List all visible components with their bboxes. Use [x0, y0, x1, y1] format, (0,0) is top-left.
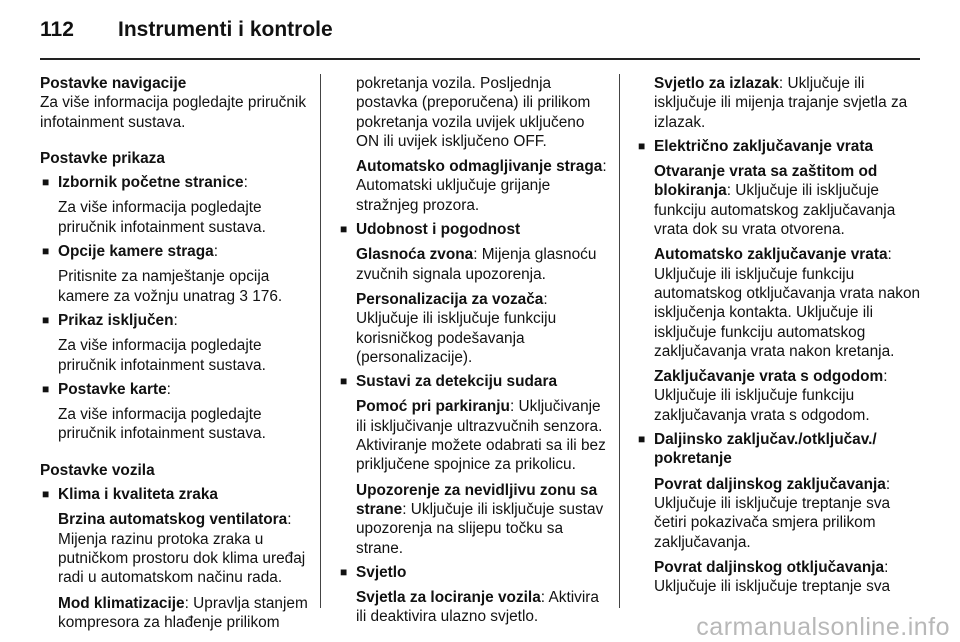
paragraph: Upozorenje za nevidljivu zonu sa strane: Uključuje ili isključuje sustav upozorenja na slijepu točku sa strane. [356, 481, 604, 557]
list-item: ■ Klima i kvaliteta zraka [40, 485, 308, 504]
paragraph: pokretanja vozila. Posljednja postavka (preporučena) ili prilikom pokretanja vozila uvijek uključeno ON ili uvijek isključeno OFF. [356, 75, 591, 150]
page-header [40, 18, 920, 48]
paragraph: Glasnoća zvona: Mijenja glasnoću zvučnih signala upozorenja. [356, 246, 597, 283]
list-item: ■ Prikaz isključen: [40, 311, 308, 330]
list-item: ■ Svjetlo [338, 563, 608, 582]
paragraph: Personalizacija za vozača: Uključuje ili isključuje funkciju korisničkog podešavanja (personalizacije). [356, 290, 557, 366]
list-item: ■ Izbornik početne stranice: [40, 173, 308, 192]
column-1 [40, 74, 308, 632]
paragraph: Zaključavanje vrata s odgodom: Uključuje ili isključuje funkciju zaključavanja vrata s odgodom. [654, 368, 888, 424]
page-number: 112 [40, 18, 74, 41]
section-heading: Postavke navigacije [40, 75, 187, 92]
paragraph: Pomoć pri parkiranju: Uključivanje ili isključivanje ultrazvučnih senzora. Aktiviranje možete odabrati sa ili bez priključene spojnice za prikolicu. [356, 398, 606, 474]
paragraph: Automatsko zaključavanje vrata: Uključuje ili isključuje funkciju automatskog otključavanja vrata nakon isključenja kontakta. Uključuje ili isključuje funkciju automatskog zaključavanja vrata nakon kretanja. [654, 246, 921, 360]
paragraph: Otvaranje vrata sa zaštitom od blokiranja: Uključuje ili isključuje funkciju automatskog zaključavanja vrata dok su vrata otvorena. [654, 163, 896, 239]
list-item: ■ Sustavi za detekciju sudara [338, 372, 608, 391]
paragraph: Brzina automatskog ventilatora: Mijenja razinu protoka zraka u putničkom prostoru dok klima uređaj radi u automatskom načinu rada. [58, 511, 306, 587]
list-item: ■ Postavke karte: [40, 380, 308, 399]
paragraph: Povrat daljinskog otključavanja: Uključuje ili isključuje treptanje sva [654, 558, 891, 596]
paragraph: Mod klimatizacije: Upravlja stanjem kompresora za hlađenje prilikom [58, 594, 308, 631]
header-divider [40, 58, 920, 60]
list-item: ■ Daljinsko zaključav./otključav./ pokretanje [636, 430, 924, 469]
watermark: carmanualsonline.info [696, 613, 950, 641]
paragraph: Za više informacija pogledajte priručnik infotainment sustava. [58, 406, 266, 443]
section-heading: Postavke prikaza [40, 149, 165, 167]
column-3 [636, 74, 924, 596]
column-divider [619, 74, 620, 608]
paragraph: Svjetlo za izlazak: Uključuje ili isključuje ili mijenja trajanje svjetla za izlazak. [654, 75, 908, 131]
list-item: ■ Udobnost i pogodnost [338, 220, 608, 239]
paragraph: Za više informacija pogledajte priručnik infotainment sustava. [40, 94, 307, 131]
page-ref-icon: 3 [239, 287, 248, 305]
paragraph: Za više informacija pogledajte priručnik infotainment sustava. [58, 337, 266, 374]
list-item: ■ Električno zaključavanje vrata [636, 137, 924, 156]
column-2 [338, 74, 608, 627]
paragraph: Povrat daljinskog zaključavanja: Uključuje ili isključuje treptanje sva četiri pokazivača smjera prilikom zaključavanja. [654, 475, 891, 551]
paragraph: Za više informacija pogledajte priručnik infotainment sustava. [58, 199, 266, 236]
column-divider [320, 74, 321, 608]
paragraph: Automatsko odmagljivanje straga: Automatski uključuje grijanje stražnjeg prozora. [356, 158, 607, 214]
paragraph: Pritisnite za namještanje opcija kamere za vožnju unatrag 3 176. [58, 268, 283, 305]
section-heading: Postavke vozila [40, 461, 155, 479]
page-title: Instrumenti i kontrole [118, 18, 333, 41]
list-item: ■ Opcije kamere straga: [40, 242, 308, 261]
paragraph: Svjetla za lociranje vozila: Aktivira ili deaktivira ulazno svjetlo. [356, 589, 599, 626]
